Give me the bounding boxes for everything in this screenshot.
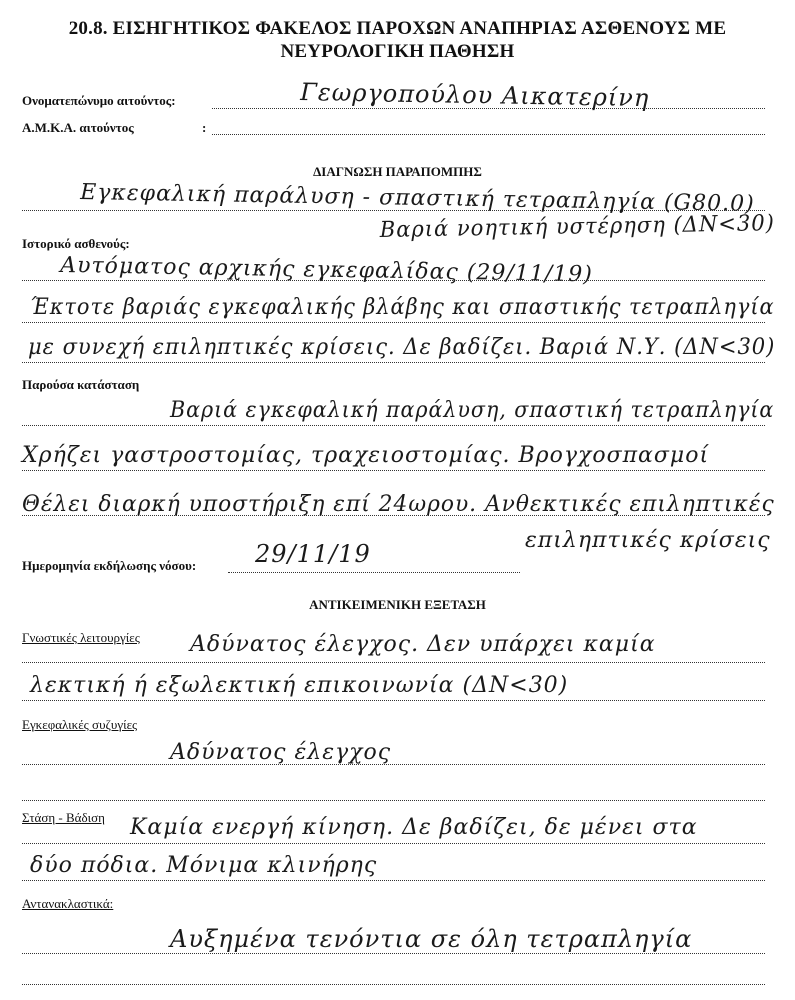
onset-date-line [228,572,520,573]
applicant-name-label: Ονοματεπώνυμο αιτούντος: [22,93,176,108]
diagnosis-text-1: Εγκεφαλική παράλυση - σπαστική τετραπληγία (G80.0) [80,180,755,217]
form-title-line2: ΝΕΥΡΟΛΟΓΙΚΗ ΠΑΘΗΣΗ [280,41,515,62]
cranial-line-2 [22,800,765,801]
amka-label: Α.Μ.Κ.Α. αιτούντος [22,120,134,135]
status-text-1: Βαριά εγκεφαλική παράλυση, σπαστική τετραπληγία [170,398,775,423]
status-line-2 [22,470,765,471]
onset-date-label: Ημερομηνία εκδήλωσης νόσου: [22,558,197,573]
status-line-1 [22,425,765,426]
cognitive-label: Γνωστικές λειτουργίες [22,630,140,645]
form-title-line1: 20.8. ΕΙΣΗΓΗΤΙΚΟΣ ΦΑΚΕΛΟΣ ΠΑΡΟΧΩΝ ΑΝΑΠΗΡΙΑΣ ΑΣΘΕΝΟΥΣ ΜΕ [68,18,727,39]
history-line-3 [22,362,765,363]
history-text-1: Αυτόματος αρχικής εγκεφαλίδας (29/11/19) [60,253,593,288]
cranial-text-1: Αδύνατος έλεγχος [170,740,392,765]
present-condition-label: Παρούσα κατάσταση [22,377,140,392]
status-text-3: Θέλει διαρκή υποστήριξη επί 24ωρου. Ανθεκτικές επιληπτικές [22,492,775,517]
gait-text-2: δύο πόδια. Μόνιμα κλινήρης [30,853,378,878]
cranial-line-1 [22,764,765,765]
gait-label: Στάση - Βάδιση [22,810,105,825]
status-text-2: Χρήζει γαστροστομίας, τραχειοστομίας. Βρογχοσπασμοί [22,443,710,468]
reflexes-label: Αντανακλαστικά: [22,896,114,911]
cognitive-text-2: λεκτική ή εξωλεκτική επικοινωνία (ΔΝ<30) [30,673,569,698]
diagnosis-section-title: ΔΙΑΓΝΩΣΗ ΠΑΡΑΠΟΜΠΗΣ [313,164,482,179]
cognitive-line-2 [22,700,765,701]
cranial-nerves-label: Εγκεφαλικές συζυγίες [22,717,138,732]
reflex-line-2 [22,984,765,985]
onset-date-value: 29/11/19 [255,540,371,568]
history-line-2 [22,322,765,323]
cognitive-line-1 [22,662,765,663]
gait-line-1 [22,843,765,844]
amka-colon: : [202,120,207,135]
history-text-2: Έκτοτε βαριάς εγκεφαλικής βλάβης και σπαστικής τετραπληγία [30,295,775,320]
history-text-3: με συνεχή επιληπτικές κρίσεις. Δε βαδίζει. Βαριά Ν.Υ. (ΔΝ<30) [28,335,776,360]
status-text-4: επιληπτικές κρίσεις [525,528,771,553]
exam-section-title: ΑΝΤΙΚΕΙΜΕΝΙΚΗ ΕΞΕΤΑΣΗ [309,597,486,612]
diagnosis-text-2: Βαριά νοητική υστέρηση (ΔΝ<30) [379,211,776,243]
gait-line-2 [22,880,765,881]
reflex-line-1 [22,953,765,954]
cognitive-text-1: Αδύνατος έλεγχος. Δεν υπάρχει καμία [190,632,656,657]
amka-line [212,134,765,135]
reflex-text-1: Αυξημένα τενόντια σε όλη τετραπληγία [170,925,693,953]
gait-text-1: Καμία ενεργή κίνηση. Δε βαδίζει, δε μένει στα [130,815,698,840]
history-label: Ιστορικό ασθενούς: [22,236,130,251]
applicant-name-value: Γεωργοπούλου Αικατερίνη [300,78,650,113]
